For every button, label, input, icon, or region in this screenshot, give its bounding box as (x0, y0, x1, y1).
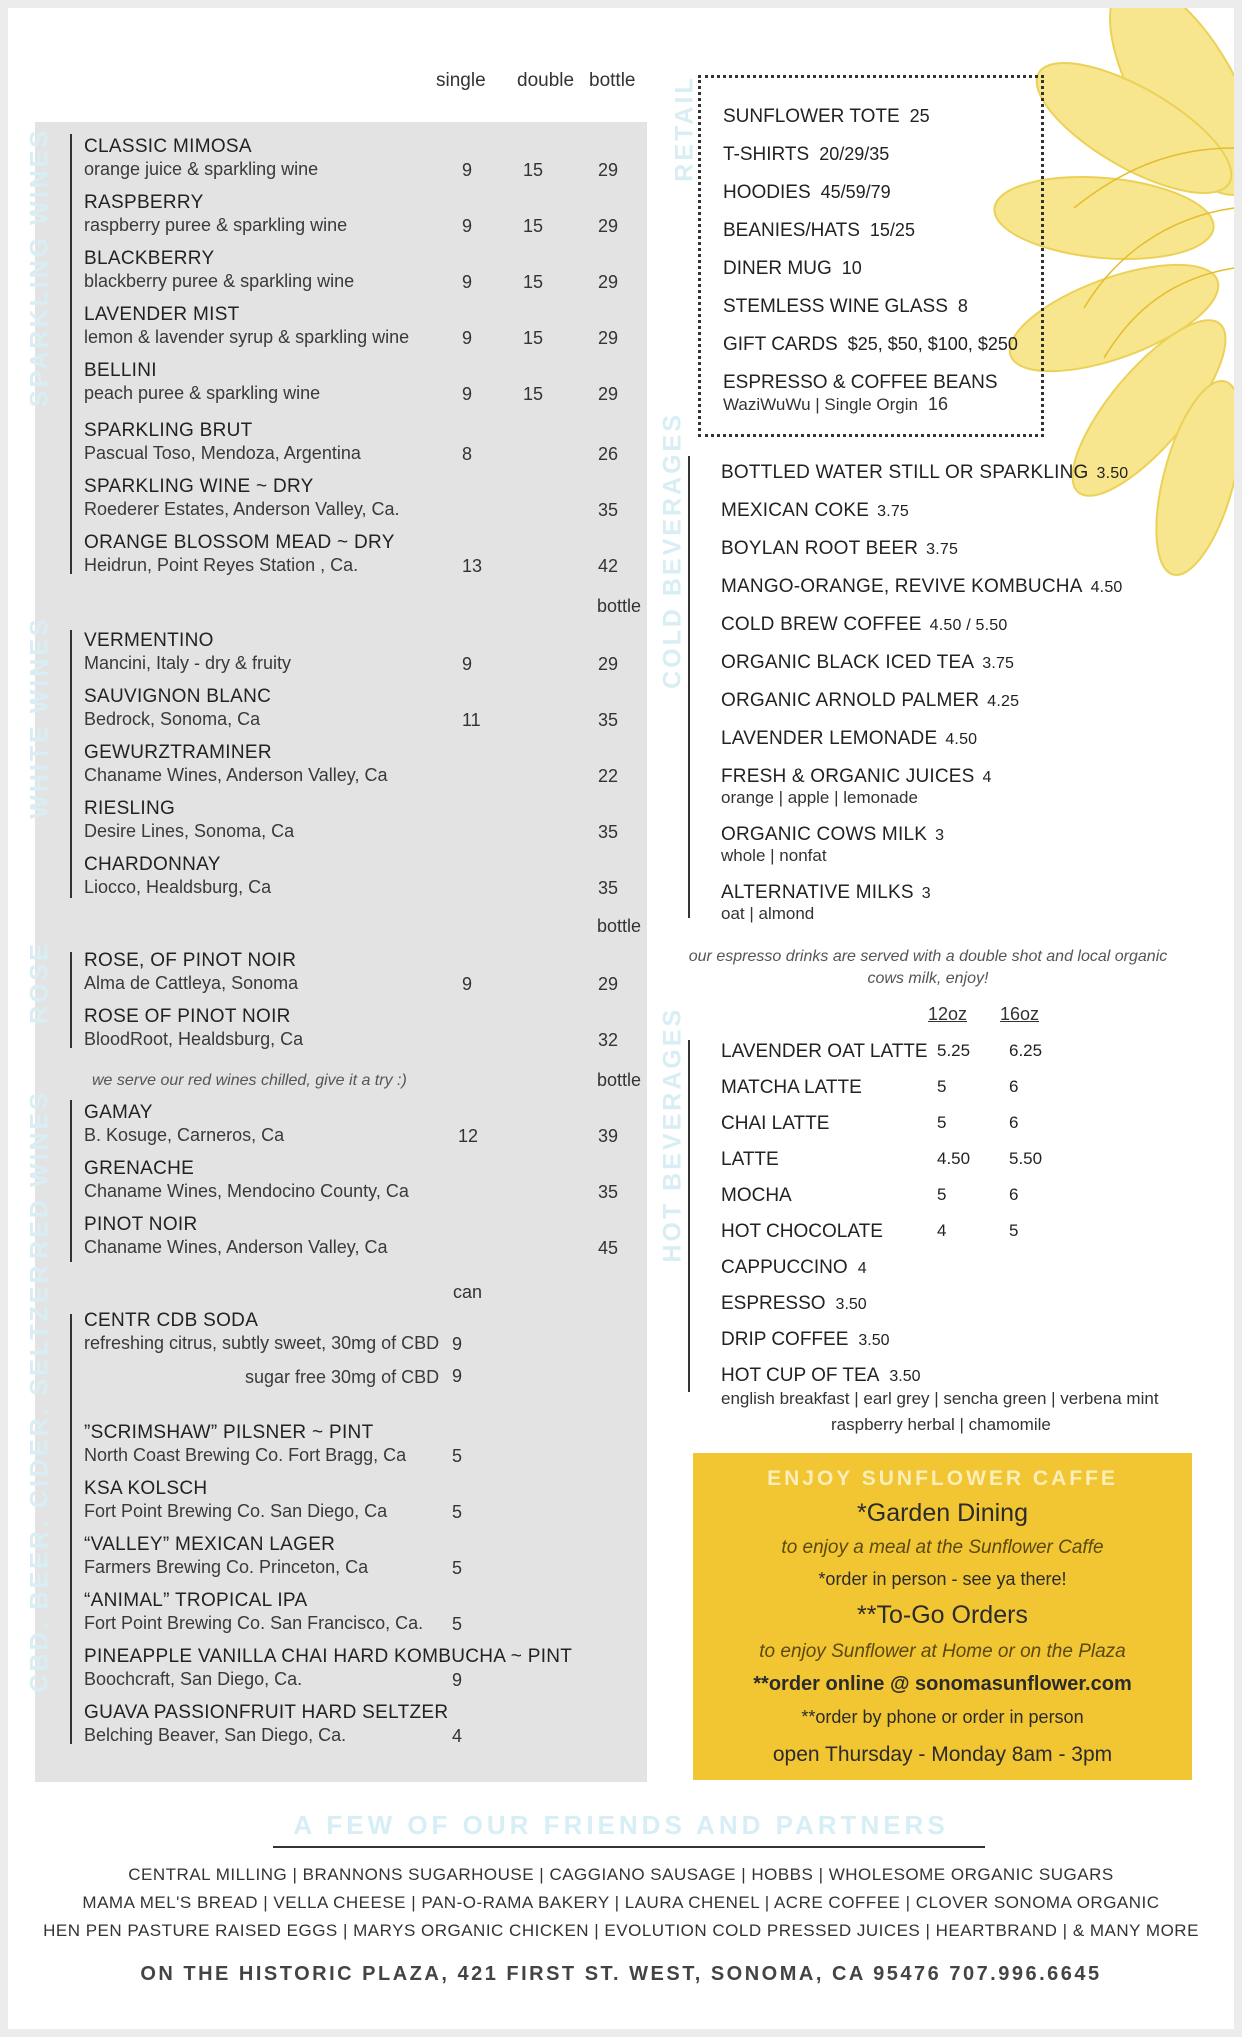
cold-price: 3.75 (877, 503, 910, 520)
cold-price: 4.50 (1090, 579, 1123, 596)
menu-item (84, 304, 644, 348)
retail-item (723, 334, 1018, 356)
hot-name: ESPRESSO (721, 1293, 826, 1314)
retail-item (723, 296, 968, 318)
price-single: 9 (462, 974, 473, 994)
hot-price: 3.50 (835, 1296, 867, 1313)
hot-name: LATTE (721, 1149, 779, 1170)
section-label-rose: ROSE (25, 941, 54, 1024)
friends-title: A FEW OF OUR FRIENDS AND PARTNERS (293, 1810, 949, 1840)
price-bottle: 26 (598, 444, 619, 464)
retail-price: 45/59/79 (820, 182, 891, 202)
item-desc: orange juice & sparkling wine (84, 159, 319, 179)
price-single: 9 (462, 272, 473, 292)
item-name: SPARKLING BRUT (84, 420, 253, 441)
menu-item (84, 742, 644, 786)
item-desc: Boochcraft, San Diego, Ca. (84, 1669, 303, 1689)
price-bottle: 35 (598, 822, 619, 842)
price-single: 12 (458, 1126, 479, 1146)
price: 5 (452, 1614, 463, 1634)
item-name: RASPBERRY (84, 192, 204, 213)
item-desc: peach puree & sparkling wine (84, 383, 321, 403)
menu-item (84, 1646, 644, 1690)
price-bottle: 29 (598, 384, 619, 404)
item-name: ”SCRIMSHAW” PILSNER ~ PINT (84, 1422, 374, 1443)
garden-heading: *Garden Dining (857, 1499, 1028, 1527)
item-name: “VALLEY” MEXICAN LAGER (84, 1534, 336, 1555)
item-desc: Chaname Wines, Anderson Valley, Ca (84, 1237, 388, 1257)
retail-price: 25 (909, 106, 930, 126)
tea-options-2: raspberry herbal | chamomile (831, 1415, 1051, 1434)
retail-name: HOODIES (723, 182, 811, 203)
item-desc: Chaname Wines, Mendocino County, Ca (84, 1181, 409, 1201)
item-name: ORANGE BLOSSOM MEAD ~ DRY (84, 532, 395, 553)
hot-item (721, 1221, 1101, 1243)
price-bottle: 32 (598, 1030, 619, 1050)
menu-item (84, 1478, 644, 1522)
price-single: 9 (462, 384, 473, 404)
price-double: 15 (523, 384, 544, 404)
red-bottle-header: bottle (597, 1070, 642, 1090)
retail-item (723, 144, 889, 166)
item-desc: BloodRoot, Healdsburg, Ca (84, 1029, 304, 1049)
can-header: can (453, 1282, 483, 1302)
retail-desc: WaziWuWu | Single Orgin (723, 395, 918, 414)
col-bottle: bottle (589, 70, 636, 91)
hot-item (721, 1185, 1101, 1207)
cold-name: ORGANIC BLACK ICED TEA (721, 652, 975, 673)
retail-name: ESPRESSO & COFFEE BEANS (723, 372, 998, 393)
hot-name: CHAI LATTE (721, 1113, 830, 1134)
price-single: 9 (462, 328, 473, 348)
friends-row: MAMA MEL'S BREAD | VELLA CHEESE | PAN-O-RAMA BAKERY | LAURA CHENEL | ACRE COFFEE | CLOVER SONOMA ORGANIC (82, 1893, 1160, 1912)
price-bottle: 29 (598, 974, 619, 994)
hot-item (721, 1041, 1101, 1063)
price-bottle: 29 (598, 328, 619, 348)
price-can: 9 (452, 1366, 463, 1386)
menu-item (84, 1702, 644, 1746)
cold-item (721, 728, 977, 750)
item-desc: Belching Beaver, San Diego, Ca. (84, 1725, 347, 1745)
price-single: 9 (462, 160, 473, 180)
price-single: 9 (462, 654, 473, 674)
price-12oz: 5 (937, 1077, 947, 1096)
item-name: PINOT NOIR (84, 1214, 198, 1235)
cold-name: ORGANIC COWS MILK (721, 824, 928, 845)
item-name: ROSE, OF PINOT NOIR (84, 950, 297, 971)
price-single: 9 (462, 216, 473, 236)
item-name: LAVENDER MIST (84, 304, 240, 325)
price-16oz: 5 (1009, 1221, 1019, 1240)
retail-box (698, 75, 1044, 437)
cold-name: MEXICAN COKE (721, 500, 870, 521)
price-12oz: 5 (937, 1185, 947, 1204)
price-16oz: 6.25 (1009, 1041, 1043, 1060)
cbd-rule (70, 1314, 72, 1744)
red-rule (70, 1100, 72, 1262)
hours: open Thursday - Monday 8am - 3pm (772, 1743, 1113, 1766)
item-desc: lemon & lavender syrup & sparkling wine (84, 327, 410, 347)
section-label-hot: HOT BEVERAGES (658, 1006, 687, 1263)
friends-rule (273, 1846, 985, 1848)
item-desc: Farmers Brewing Co. Princeton, Ca (84, 1557, 369, 1577)
hot-name: HOT CHOCOLATE (721, 1221, 883, 1242)
cold-name: COLD BREW COFFEE (721, 614, 922, 635)
enjoy-box (693, 1453, 1192, 1780)
price-16oz: 5.50 (1009, 1149, 1043, 1168)
item-desc: Chaname Wines, Anderson Valley, Ca (84, 765, 388, 785)
price-16oz: 6 (1009, 1185, 1019, 1204)
cold-rule (688, 456, 690, 918)
hot-item (721, 1329, 1101, 1351)
retail-item (723, 182, 891, 204)
price-double: 15 (523, 272, 544, 292)
col-double: double (517, 70, 575, 91)
retail-sub (723, 394, 948, 415)
enjoy-title: ENJOY SUNFLOWER CAFFE (767, 1467, 1118, 1490)
size-16oz: 16oz (1000, 1004, 1040, 1024)
price-bottle: 29 (598, 272, 619, 292)
price-bottle: 29 (598, 654, 619, 674)
item-desc: raspberry puree & sparkling wine (84, 215, 348, 235)
menu-page (8, 8, 1234, 2029)
item-name: ROSE OF PINOT NOIR (84, 1006, 291, 1027)
item-desc: Bedrock, Sonoma, Ca (84, 709, 261, 729)
item-desc: refreshing citrus, subtly sweet, 30mg of CBD (84, 1333, 440, 1353)
price-12oz: 5.25 (937, 1041, 971, 1060)
price-bottle: 29 (598, 216, 619, 236)
price: 9 (452, 1670, 463, 1690)
sparkling-rule (70, 134, 72, 574)
section-label-white: WHITE WINES (25, 616, 54, 819)
menu-item (84, 1158, 644, 1202)
cold-price: 4.25 (987, 693, 1020, 710)
cold-price: 3 (921, 885, 931, 902)
cold-desc: orange | apple | lemonade (721, 788, 918, 807)
cold-item (721, 614, 1007, 636)
retail-item (723, 220, 915, 242)
cold-price: 4 (982, 769, 992, 786)
hot-price: 3.50 (889, 1368, 921, 1385)
cold-price: 3.50 (1096, 465, 1129, 482)
cold-name: FRESH & ORGANIC JUICES (721, 766, 975, 787)
togo-sub: to enjoy Sunflower at Home or on the Plaza (759, 1641, 1126, 1662)
retail-price: 16 (927, 394, 948, 414)
rose-rule (70, 952, 72, 1048)
white-bottle-header: bottle (597, 596, 642, 616)
togo-heading: **To-Go Orders (857, 1601, 1028, 1629)
retail-price: 10 (841, 258, 862, 278)
retail-name: DINER MUG (723, 258, 832, 279)
menu-item (84, 1214, 644, 1258)
menu-item (84, 630, 644, 674)
item-name: BLACKBERRY (84, 248, 215, 269)
menu-item (84, 1102, 644, 1146)
garden-order: *order in person - see ya there! (818, 1569, 1067, 1589)
price: 4 (452, 1726, 463, 1746)
section-label-sparkling: SPARKLING WINES (25, 127, 54, 408)
price-can: 9 (452, 1334, 463, 1354)
menu-item (84, 686, 644, 730)
section-label-cbd: CBD. BEER. CIDER. SELTZER (25, 1262, 54, 1693)
price-12oz: 5 (937, 1113, 947, 1132)
retail-item (723, 372, 998, 394)
section-label-retail: RETAIL (670, 75, 699, 182)
retail-name: STEMLESS WINE GLASS (723, 296, 948, 317)
size-12oz: 12oz (928, 1004, 968, 1024)
menu-item (84, 192, 644, 236)
hot-price: 4 (857, 1260, 867, 1277)
item-name: CENTR CDB SODA (84, 1310, 259, 1331)
col-single: single (436, 70, 486, 91)
hot-name: MOCHA (721, 1185, 792, 1206)
item-name: GEWURZTRAMINER (84, 742, 272, 763)
tea-options: english breakfast | earl grey | sencha green | verbena mint (721, 1389, 1159, 1408)
rose-bottle-header: bottle (597, 916, 642, 936)
hot-item (721, 1113, 1101, 1135)
item-desc: Mancini, Italy - dry & fruity (84, 653, 292, 673)
price-bottle: 35 (598, 710, 619, 730)
retail-price: 20/29/35 (819, 144, 890, 164)
price-single: 13 (462, 556, 483, 576)
item-name: RIESLING (84, 798, 176, 819)
item-name: GUAVA PASSIONFRUIT HARD SELTZER (84, 1702, 449, 1723)
cold-item (721, 576, 1123, 598)
cold-item (721, 766, 992, 788)
cold-name: MANGO-ORANGE, REVIVE KOMBUCHA (721, 576, 1083, 597)
item-desc: Desire Lines, Sonoma, Ca (84, 821, 295, 841)
item-desc: Roederer Estates, Anderson Valley, Ca. (84, 499, 400, 519)
cold-name: LAVENDER LEMONADE (721, 728, 938, 749)
price-bottle: 35 (598, 500, 619, 520)
hot-item (721, 1365, 1101, 1387)
price-double: 15 (523, 160, 544, 180)
cold-name: ORGANIC ARNOLD PALMER (721, 690, 980, 711)
price-single: 11 (462, 710, 481, 730)
cold-name: BOYLAN ROOT BEER (721, 538, 919, 559)
item-name: SAUVIGNON BLANC (84, 686, 272, 707)
retail-price: 8 (957, 296, 968, 316)
menu-item (84, 1006, 644, 1050)
item-name: KSA KOLSCH (84, 1478, 208, 1499)
retail-name: T-SHIRTS (723, 144, 810, 165)
price-single: 8 (462, 444, 473, 464)
item-name: VERMENTINO (84, 630, 214, 651)
cold-item (721, 882, 931, 904)
retail-name: SUNFLOWER TOTE (723, 106, 900, 127)
menu-item (84, 532, 644, 576)
cold-item (721, 462, 1128, 484)
friends-row: HEN PEN PASTURE RAISED EGGS | MARYS ORGANIC CHICKEN | EVOLUTION COLD PRESSED JUICES | HEARTBRAND | & MANY MORE (43, 1921, 1199, 1940)
hot-item (721, 1257, 1101, 1279)
cold-desc: whole | nonfat (721, 846, 827, 865)
item-name: GRENACHE (84, 1158, 195, 1179)
item-desc: blackberry puree & sparkling wine (84, 271, 355, 291)
item-name: BELLINI (84, 360, 157, 381)
menu-item (84, 798, 644, 842)
cold-price: 3.75 (926, 541, 959, 558)
retail-price: 15/25 (869, 220, 915, 240)
menu-item (84, 420, 644, 464)
section-label-red: RED WINES (25, 1090, 54, 1259)
cold-price: 4.50 (945, 731, 978, 748)
menu-item (84, 854, 644, 898)
item-desc: Fort Point Brewing Co. San Diego, Ca (84, 1501, 388, 1521)
retail-item (723, 106, 930, 128)
cold-item (721, 538, 958, 560)
hot-item (721, 1077, 1101, 1099)
hot-rule (688, 1040, 690, 1392)
item-name: CLASSIC MIMOSA (84, 136, 252, 157)
cold-desc: oat | almond (721, 904, 815, 923)
item-name: GAMAY (84, 1102, 153, 1123)
menu-item (84, 1310, 644, 1354)
menu-item (84, 950, 644, 994)
cold-price: 4.50 / 5.50 (929, 617, 1008, 634)
red-wine-note: we serve our red wines chilled, give it a try :) (92, 1072, 407, 1089)
item-desc: Pascual Toso, Mendoza, Argentina (84, 443, 361, 463)
price: 5 (452, 1446, 463, 1466)
hot-name: DRIP COFFEE (721, 1329, 849, 1350)
hot-name: LAVENDER OAT LATTE (721, 1041, 928, 1062)
price-bottle: 42 (598, 556, 619, 576)
retail-item (723, 258, 862, 280)
item-name: “ANIMAL” TROPICAL IPA (84, 1590, 308, 1611)
price-double: 15 (523, 328, 544, 348)
menu-item (84, 360, 644, 404)
garden-sub: to enjoy a meal at the Sunflower Caffe (781, 1537, 1104, 1558)
phone-order: **order by phone or order in person (801, 1707, 1084, 1727)
price: 5 (452, 1558, 463, 1578)
item-desc: North Coast Brewing Co. Fort Bragg, Ca (84, 1445, 407, 1465)
price-bottle: 29 (598, 160, 619, 180)
cold-price: 3.75 (982, 655, 1015, 672)
item-desc: sugar free 30mg of CBD (245, 1367, 440, 1387)
price: 5 (452, 1502, 463, 1522)
white-rule (70, 630, 72, 898)
espresso-note: our espresso drinks are served with a double shot and local organic cows milk, enjoy! (688, 948, 1168, 987)
hot-item (721, 1293, 1101, 1315)
price-bottle: 22 (598, 766, 619, 786)
cold-name: BOTTLED WATER STILL OR SPARKLING (721, 462, 1089, 483)
online-order-link[interactable]: **order online @ sonomasunflower.com (753, 1673, 1132, 1695)
menu-item (84, 1534, 644, 1578)
hot-item (721, 1149, 1101, 1171)
item-desc: B. Kosuge, Carneros, Ca (84, 1125, 285, 1145)
cold-item (721, 500, 909, 522)
item-desc: Heidrun, Point Reyes Station , Ca. (84, 555, 359, 575)
retail-price: $25, $50, $100, $250 (847, 334, 1018, 354)
menu-item (84, 1590, 644, 1634)
hot-price: 3.50 (858, 1332, 890, 1349)
cold-item (721, 824, 944, 846)
item-desc: Fort Point Brewing Co. San Francisco, Ca. (84, 1613, 424, 1633)
item-name: PINEAPPLE VANILLA CHAI HARD KOMBUCHA ~ PINT (84, 1646, 573, 1667)
menu-item (84, 248, 644, 292)
hot-name: CAPPUCCINO (721, 1257, 848, 1278)
section-label-cold: COLD BEVERAGES (658, 412, 687, 689)
hot-name: MATCHA LATTE (721, 1077, 862, 1098)
address-footer: ON THE HISTORIC PLAZA, 421 FIRST ST. WEST, SONOMA, CA 95476 707.996.6645 (140, 1963, 1102, 1985)
item-name: CHARDONNAY (84, 854, 221, 875)
menu-item (84, 136, 644, 180)
hot-name: HOT CUP OF TEA (721, 1365, 880, 1386)
price-bottle: 39 (598, 1126, 619, 1146)
cold-item (721, 690, 1019, 712)
cold-item (721, 652, 1014, 674)
price-bottle: 35 (598, 878, 619, 898)
cold-name: ALTERNATIVE MILKS (721, 882, 914, 903)
price-12oz: 4 (937, 1221, 947, 1240)
price-bottle: 45 (598, 1238, 619, 1258)
price-16oz: 6 (1009, 1113, 1019, 1132)
price-12oz: 4.50 (937, 1149, 971, 1168)
retail-name: GIFT CARDS (723, 334, 838, 355)
retail-name: BEANIES/HATS (723, 220, 860, 241)
price-16oz: 6 (1009, 1077, 1019, 1096)
item-name: SPARKLING WINE ~ DRY (84, 476, 314, 497)
menu-item (84, 1422, 644, 1466)
item-desc: Liocco, Healdsburg, Ca (84, 877, 272, 897)
price-double: 15 (523, 216, 544, 236)
menu-item (84, 476, 644, 520)
cold-price: 3 (935, 827, 945, 844)
price-bottle: 35 (598, 1182, 619, 1202)
friends-row: CENTRAL MILLING | BRANNONS SUGARHOUSE | CAGGIANO SAUSAGE | HOBBS | WHOLESOME ORGANIC SUGARS (128, 1865, 1114, 1884)
item-desc: Alma de Cattleya, Sonoma (84, 973, 299, 993)
